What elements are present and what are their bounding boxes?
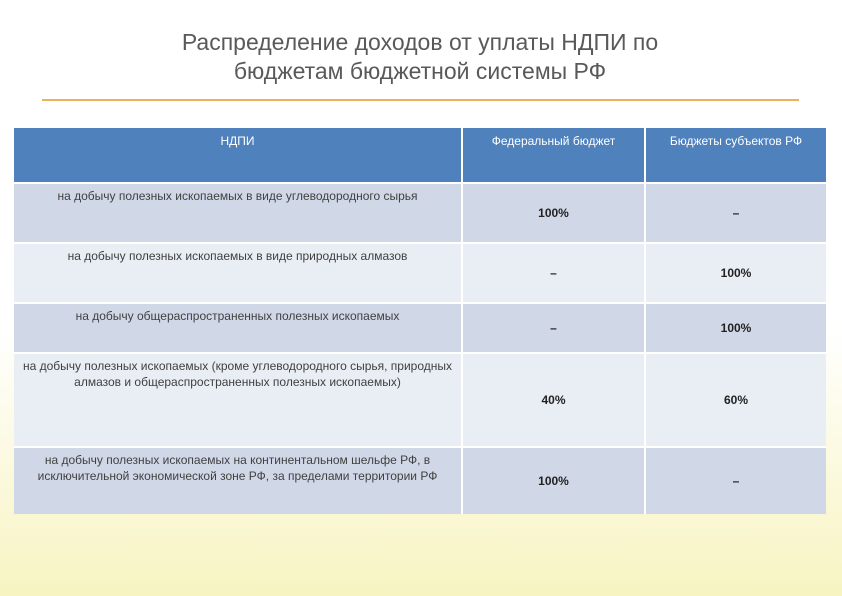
federal-share: 40% (462, 353, 645, 447)
regional-share: 100% (645, 303, 826, 353)
row-label: на добычу полезных ископаемых в виде природных алмазов (14, 243, 462, 303)
table-row (14, 447, 826, 514)
ndpi-distribution-table (14, 128, 826, 514)
slide-title-line-2: бюджетам бюджетной системы РФ (233, 58, 607, 84)
slide-title-line-1: Распределение доходов от уплаты НДПИ по (181, 29, 659, 55)
header-ndpi: НДПИ (14, 128, 462, 183)
federal-share: – (462, 303, 645, 353)
row-label: на добычу полезных ископаемых на континентальном шельфе РФ, в исключительной экономической зоне РФ, за пределами территории РФ (14, 447, 462, 514)
row-label: на добычу полезных ископаемых (кроме углеводородного сырья, природных алмазов и общераспространенных полезных ископаемых) (14, 353, 462, 447)
table-row (14, 353, 826, 447)
row-label: на добычу общераспространенных полезных ископаемых (14, 303, 462, 353)
federal-share: 100% (462, 447, 645, 514)
regional-share: 60% (645, 353, 826, 447)
title-divider (42, 99, 799, 101)
regional-share: – (645, 183, 826, 243)
row-label: на добычу полезных ископаемых в виде углеводородного сырья (14, 183, 462, 243)
federal-share: 100% (462, 183, 645, 243)
table-row (14, 183, 826, 243)
table-header-row (14, 128, 826, 183)
header-regional-budgets: Бюджеты субъектов РФ (645, 128, 826, 183)
slide-title (180, 28, 660, 86)
table-row (14, 243, 826, 303)
table-row (14, 303, 826, 353)
regional-share: 100% (645, 243, 826, 303)
regional-share: – (645, 447, 826, 514)
federal-share: – (462, 243, 645, 303)
header-federal-budget: Федеральный бюджет (462, 128, 645, 183)
